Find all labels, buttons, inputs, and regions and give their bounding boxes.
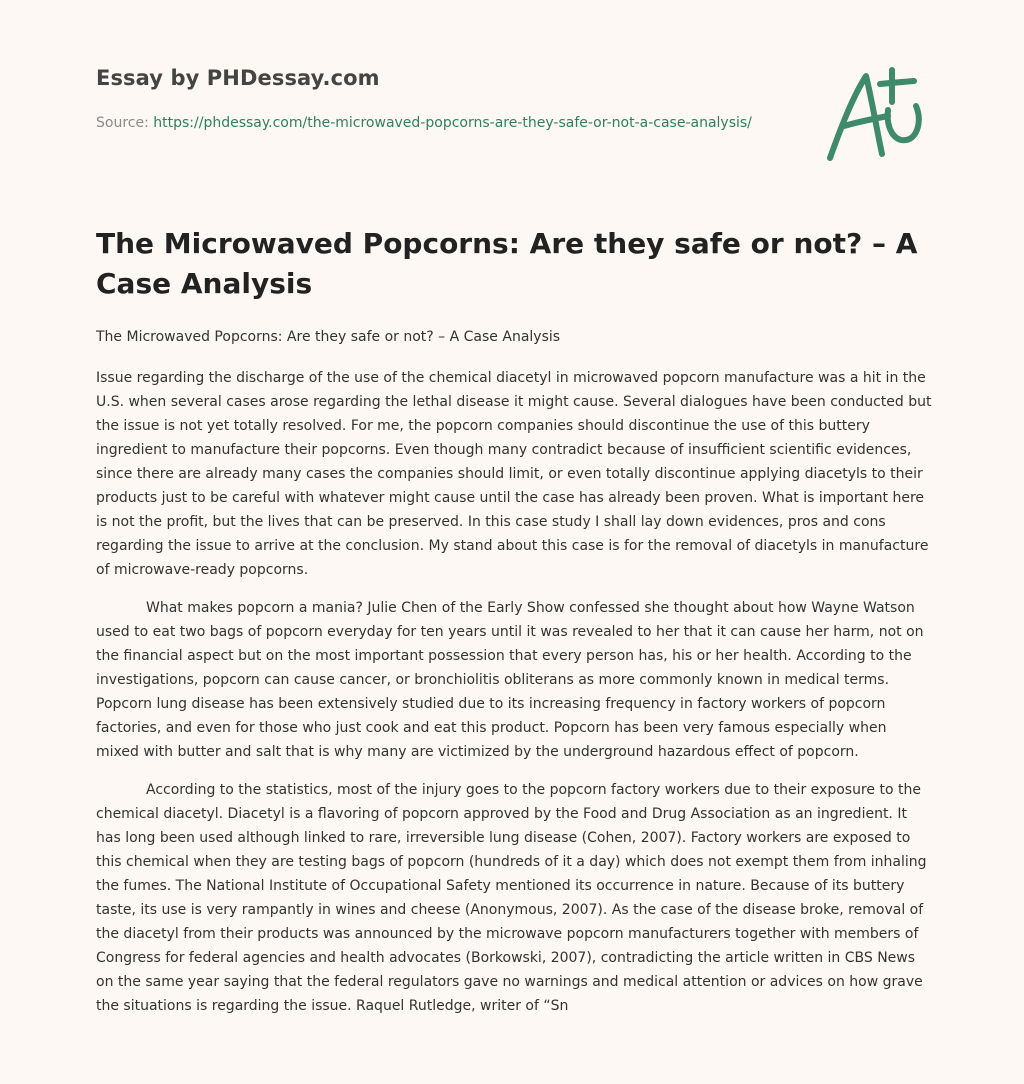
essay-body (96, 366, 932, 1032)
site-brand: Essay by PHDessay.com (96, 66, 380, 90)
essay-title: The Microwaved Popcorns: Are they safe or not? – A Case Analysis (96, 227, 918, 300)
source-label: Source: (96, 115, 154, 131)
essay-paragraph-1: Issue regarding the discharge of the use of the chemical diacetyl in microwaved popcorn manufacture was a hit in the U.S. when several cases arose regarding the lethal disease it might cause. Several dialogues have been conducted but the issue is not yet totally resolved. For me, the popcorn companies should discontinue the use of this buttery ingredient to manufacture their popcorns. Even though many contradict because of insufficient scientific evidences, since there are already many cases the companies should limit, or even totally discontinue applying diacetyls to their products just to be careful with whatever might cause until the case has already been proven. What is important here is not the profit, but the lives that can be preserved. In this case study I shall lay down evidences, pros and cons regarding the issue to arrive at the conclusion. My stand about this case is for the removal of diacetyls in manufacture of microwave-ready popcorns. (96, 370, 932, 578)
essay-paragraph-3: According to the statistics, most of the injury goes to the popcorn factory workers due to their exposure to the chemical diacetyl. Diacetyl is a flavoring of popcorn approved by the Food and Drug Association as an ingredient. It has long been used although linked to rare, irreversible lung disease (Cohen, 2007). Factory workers are exposed to this chemical when they are testing bags of popcorn (hundreds of it a day) which does not exempt them from inhaling the fumes. The National Institute of Occupational Safety mentioned its occurrence in nature. Because of its buttery taste, its use is very rampantly in wines and cheese (Anonymous, 2007). As the case of the disease broke, removal of the diacetyl from their products was announced by the microwave popcorn manufacturers together with members of Congress for federal agencies and health advocates (Borkowski, 2007), contradicting the article written in CBS News on the same year saying that the federal regulators gave no warnings and medical attention or advices on how grave the situations is regarding the issue. Raquel Rutledge, writer of “Sn (96, 782, 927, 1014)
source-link[interactable]: https://phdessay.com/the-microwaved-popcorns-are-they-safe-or-not-a-case-analysis/ (153, 115, 752, 131)
source-line (96, 112, 796, 135)
essay-subtitle: The Microwaved Popcorns: Are they safe or not? – A Case Analysis (96, 329, 561, 345)
essay-paragraph-2: What makes popcorn a mania? Julie Chen of the Early Show confessed she thought about how Wayne Watson used to eat two bags of popcorn everyday for ten years until it was revealed to her that it can cause her harm, not on the financial aspect but on the most important possession that every person has, his or her health. According to the investigations, popcorn can cause cancer, or bronchiolitis obliterans as more commonly known in medical terms. Popcorn lung disease has been extensively studied due to its increasing frequency in factory workers of popcorn factories, and even for those who just cook and eat this product. Popcorn has been very famous especially when mixed with butter and salt that is why many are victimized by the underground hazardous effect of popcorn. (96, 600, 924, 760)
a-plus-grade-icon (824, 66, 934, 166)
